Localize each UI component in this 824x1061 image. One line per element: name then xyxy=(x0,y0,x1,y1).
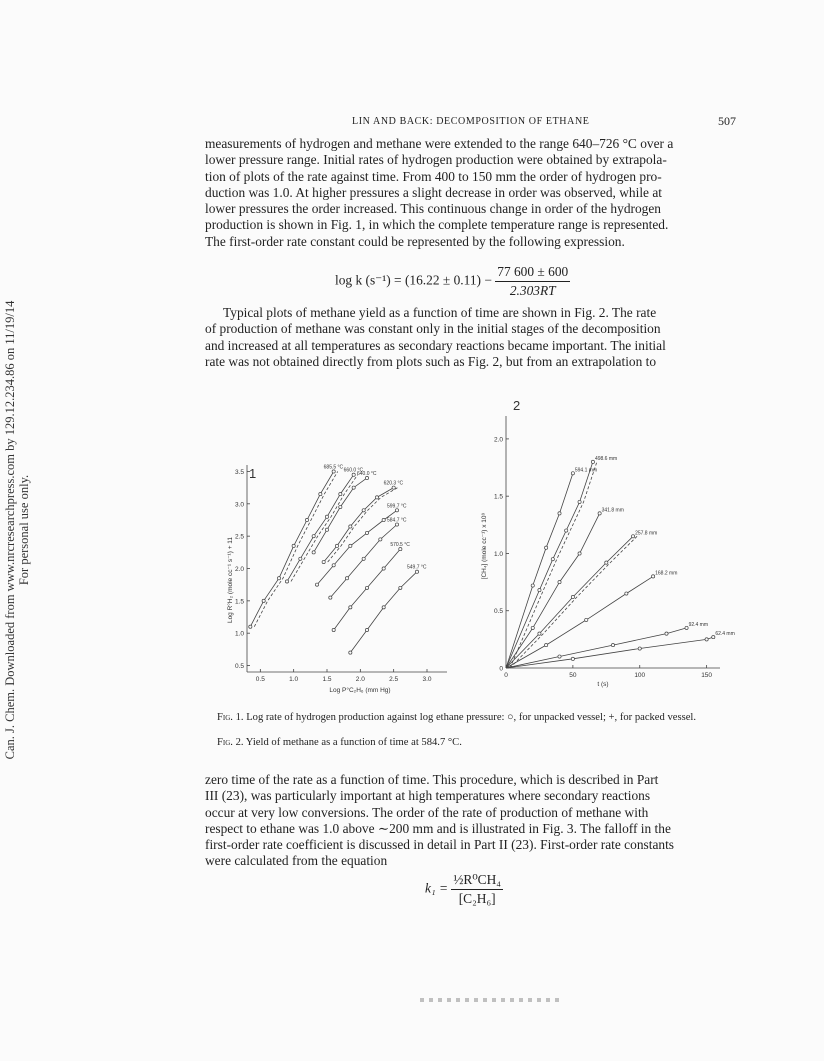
text-line: respect to ethane was 1.0 above ∼200 mm and is illustrated in Fig. 3. The falloff in the xyxy=(205,820,671,836)
figure-1-panel-label: 1 xyxy=(249,466,257,481)
figure-2-data-point xyxy=(638,647,641,650)
text-line: first-order rate coefficient is discussed in detail in Part II (23). First-order rate constants xyxy=(205,837,675,853)
figure-1-series-line xyxy=(287,475,354,582)
figure-1-data-point xyxy=(349,606,352,609)
paragraph-2 xyxy=(205,305,737,370)
figure-2-data-point xyxy=(545,643,548,646)
figure-2-x-tick-label: 0 xyxy=(504,672,508,679)
figure-1-series-label: 570.5 °C xyxy=(390,542,410,549)
figure-2-data-point xyxy=(565,529,568,532)
equation-fraction xyxy=(451,872,503,907)
text-line: The first-order rate constant could be represented by the following expression. xyxy=(205,233,625,249)
figure-1-data-point xyxy=(375,496,378,499)
text-line: lower pressures the order increased. This continuous change in order of the hydrogen xyxy=(205,201,662,217)
figure-2-series-line xyxy=(506,473,573,668)
figure-1-data-point xyxy=(365,531,368,534)
figure-1-data-point xyxy=(382,567,385,570)
figure-2-caption xyxy=(205,737,740,748)
download-notice-line2: For personal use only. xyxy=(17,474,31,586)
figure-1-x-tick-label: 1.5 xyxy=(322,676,332,683)
equation-numerator: 77 600 ± 600 xyxy=(495,264,570,282)
figure-2-plot-area xyxy=(506,456,735,668)
equation-lhs: k₁ = xyxy=(425,880,448,896)
paragraph-1 xyxy=(205,136,737,250)
figure-1-caption-label: Fig. 1. xyxy=(217,712,244,723)
figure-1-data-point xyxy=(399,586,402,589)
figure-2-series-label: 498.6 mm xyxy=(594,455,618,462)
figure-2-data-point xyxy=(545,546,548,549)
figure-1-data-point xyxy=(325,515,328,518)
figure-2-series-label: 594.1 mm xyxy=(574,467,598,474)
figure-1-x-tick-label: 1.0 xyxy=(289,676,299,683)
download-notice-line1: Can. J. Chem. Downloaded from www.nrcresearchpress.com by 129.12.234.86 on 11/19/14 xyxy=(3,300,17,760)
figure-2-data-point xyxy=(571,657,574,660)
figure-2-caption-label: Fig. 2. xyxy=(217,737,244,748)
figure-2-x-tick-label: 50 xyxy=(569,672,577,679)
figure-1-data-point xyxy=(312,551,315,554)
figure-2-y-tick-label: 1.5 xyxy=(493,493,503,501)
text-line: duction was 1.0. At higher pressures a slight decrease in order was observed, while at xyxy=(205,184,663,200)
figure-2-data-point xyxy=(558,655,561,658)
figure-1-data-point xyxy=(249,625,252,628)
figure-1-data-point xyxy=(349,525,352,528)
figure-1-data-point xyxy=(382,518,385,521)
figure-1-data-point xyxy=(305,518,308,521)
figure-2-data-point xyxy=(538,632,541,635)
figure-1-x-tick-label: 0.5 xyxy=(255,676,265,683)
figure-1-series-label: 599.7 °C xyxy=(387,503,407,510)
figure-1-chart xyxy=(225,450,485,700)
figure-2-data-point xyxy=(571,595,574,598)
figure-1-y-axis-label: Log R°H₂ (mole cc⁻¹ s⁻¹) + 11 xyxy=(227,536,234,624)
equation-denominator: 2.303RT xyxy=(509,283,556,298)
figure-1-series-dashed-line xyxy=(291,475,358,582)
figure-1-data-point xyxy=(352,486,355,489)
text-line: rate was not obtained directly from plots such as Fig. 2, but from an extrapolation to xyxy=(205,353,657,369)
figure-1-data-point xyxy=(319,493,322,496)
figure-1-y-tick-label: 2.0 xyxy=(234,566,244,573)
figure-1-y-tick-label: 2.5 xyxy=(234,533,244,541)
figure-1-data-point xyxy=(365,586,368,589)
text-line: zero time of the rate as a function of time. This procedure, which is described in Part xyxy=(205,772,659,787)
figure-2-series-line xyxy=(506,628,687,668)
running-head: LIN AND BACK: DECOMPOSITION OF ETHANE xyxy=(352,116,590,127)
text-line: were calculated from the equation xyxy=(205,853,388,869)
figure-1-x-tick-label: 2.0 xyxy=(355,676,365,683)
figure-2-data-point xyxy=(531,626,534,629)
figure-1-data-point xyxy=(315,583,318,586)
figure-1-data-point xyxy=(382,606,385,609)
text-line: occur at very low conversions. The order of the rate of production of methane with xyxy=(205,804,649,820)
figure-1-data-point xyxy=(335,544,338,547)
figure-2-y-tick-label: 0 xyxy=(499,665,503,673)
figure-2-series-line xyxy=(506,536,633,668)
figure-1-data-point xyxy=(379,538,382,541)
figure-2-data-point xyxy=(585,618,588,621)
text-line: of production of methane was constant only in the initial stages of the decomposition xyxy=(205,321,661,337)
figure-1-x-tick-label: 3.0 xyxy=(422,676,432,683)
figure-1-data-point xyxy=(365,628,368,631)
figure-2-panel-label: 2 xyxy=(513,398,521,413)
figure-1-y-tick-label: 3.5 xyxy=(234,468,244,476)
figure-1-series-label: 660.0 °C xyxy=(343,467,364,474)
figure-2-data-point xyxy=(538,589,541,592)
figure-1-y-tick-label: 1.0 xyxy=(234,630,244,638)
figure-1-series-label: 620.3 °C xyxy=(383,480,404,487)
figure-1-series-label: 685.5 °C xyxy=(323,464,344,471)
figure-2-series-label: 257.8 mm xyxy=(635,530,658,537)
figure-1-data-point xyxy=(312,535,315,538)
figure-1-data-point xyxy=(362,557,365,560)
figure-2-series-line xyxy=(506,637,713,668)
figure-1-data-point xyxy=(325,528,328,531)
figure-2-x-tick-label: 150 xyxy=(701,672,713,679)
text-line: tion of plots of the rate against time. From 400 to 150 mm the order of hydrogen pro- xyxy=(205,168,662,184)
figure-2-data-point xyxy=(578,500,581,503)
figure-1-y-tick-label: 0.5 xyxy=(234,663,244,671)
figure-1-series-line xyxy=(317,510,397,584)
figure-1-series-label: 584.7 °C xyxy=(387,517,407,524)
figure-2-y-tick-label: 0.5 xyxy=(493,608,503,616)
figure-1-data-point xyxy=(329,596,332,599)
equation-denominator: [C₂H₆] xyxy=(458,891,496,906)
equation-lhs: log k (s⁻¹) = (16.22 ± 0.11) − xyxy=(335,272,492,288)
paragraph-3 xyxy=(205,772,737,870)
figure-1-series-line xyxy=(350,572,417,653)
text-line: production is shown in Fig. 1, in which the complete temperature range is represented. xyxy=(205,217,669,233)
figure-1-series-line xyxy=(324,488,394,562)
figure-1-data-point xyxy=(277,577,280,580)
text-line: Typical plots of methane yield as a function of time are shown in Fig. 2. The rate xyxy=(223,305,657,320)
figure-1-data-point xyxy=(349,544,352,547)
figure-1-data-point xyxy=(349,651,352,654)
figure-1-data-point xyxy=(292,544,295,547)
figure-2-data-point xyxy=(605,561,608,564)
figure-2-data-point xyxy=(705,638,708,641)
rate-constant-equation xyxy=(335,264,570,299)
figure-1-data-point xyxy=(362,509,365,512)
figure-1-plot-area xyxy=(249,464,427,654)
figure-2-series-line xyxy=(506,462,593,668)
figure-2-series-label: 62.4 mm xyxy=(715,631,735,638)
figure-2-y-tick-label: 1.0 xyxy=(493,550,503,558)
figure-1-data-point xyxy=(339,493,342,496)
figure-2-data-point xyxy=(531,584,534,587)
figure-1-data-point xyxy=(262,599,265,602)
figure-1-caption-text: Log rate of hydrogen production against log ethane pressure: ○, for unpacked vessel; +, for packed vessel. xyxy=(246,712,696,723)
figure-2-data-point xyxy=(611,643,614,646)
figure-1-series-dashed-line xyxy=(328,488,398,562)
figure-2-data-point xyxy=(625,592,628,595)
text-line: and increased at all temperatures as secondary reactions became important. The initial xyxy=(205,337,666,353)
figure-1-x-tick-label: 2.5 xyxy=(389,676,399,683)
figure-2-y-tick-label: 2.0 xyxy=(493,436,503,444)
figure-1-data-point xyxy=(339,505,342,508)
figure-2-x-tick-label: 100 xyxy=(634,672,646,679)
figure-2-series-label: 92.4 mm xyxy=(688,621,709,628)
figure-1-data-point xyxy=(322,560,325,563)
figure-1-series-dashed-line xyxy=(254,472,337,627)
figure-1-x-axis-label: Log P°C₂H₆ (mm Hg) xyxy=(329,687,391,694)
figure-2-x-axis-label: t (s) xyxy=(597,681,609,688)
figure-2-series-dashed-line xyxy=(510,462,597,668)
figure-2-data-point xyxy=(558,580,561,583)
figure-2-series-dashed-line xyxy=(510,536,637,668)
page-number: 507 xyxy=(718,114,736,128)
figure-1-caption xyxy=(205,712,740,723)
figure-1-data-point xyxy=(285,580,288,583)
equation-fraction xyxy=(495,264,570,299)
figure-1-data-point xyxy=(299,557,302,560)
figure-2-series-label: 341.8 mm xyxy=(601,507,624,514)
scan-artifact xyxy=(420,998,560,1002)
text-line: lower pressure range. Initial rates of hydrogen production were obtained by extrapola- xyxy=(205,152,667,168)
equation-numerator: ½R⁰CH₄ xyxy=(451,872,503,890)
figure-1-y-tick-label: 3.0 xyxy=(234,501,244,509)
download-notice xyxy=(0,290,34,770)
figure-1-series-label: 640.0 °C xyxy=(357,470,377,477)
first-order-equation xyxy=(425,872,503,907)
text-line: measurements of hydrogen and methane were extended to the range 640–726 °C over a xyxy=(205,136,674,151)
figure-1-data-point xyxy=(345,577,348,580)
text-line: III (23), was particularly important at high temperatures where secondary reactions xyxy=(205,788,651,804)
figure-2-data-point xyxy=(665,632,668,635)
figure-1-y-tick-label: 1.5 xyxy=(234,598,244,606)
figure-2-caption-text: Yield of methane as a function of time at 584.7 °C. xyxy=(245,737,462,748)
figure-2-data-point xyxy=(551,558,554,561)
figure-2-chart xyxy=(478,396,738,692)
figure-2-data-point xyxy=(558,512,561,515)
figure-1-series-label: 549.7 °C xyxy=(407,564,427,571)
figure-2-y-axis-label: [CH₄] (mole cc⁻¹) x 10⁹ xyxy=(481,512,488,580)
figure-2-series-label: 168.2 mm xyxy=(655,570,678,577)
figure-1-data-point xyxy=(332,564,335,567)
figure-1-data-point xyxy=(332,628,335,631)
figure-2-data-point xyxy=(578,552,581,555)
